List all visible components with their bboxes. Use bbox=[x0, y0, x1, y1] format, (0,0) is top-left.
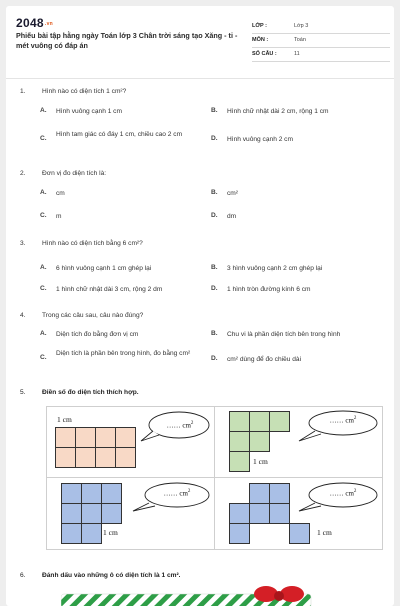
grid-cell bbox=[101, 503, 122, 524]
candy-ribbon-decoration bbox=[61, 586, 321, 606]
grid-cell bbox=[229, 431, 250, 452]
answer-bubble bbox=[127, 481, 211, 521]
table-divider-vertical bbox=[214, 407, 215, 549]
grid-cell bbox=[289, 523, 310, 544]
question-text: Đánh dấu vào những ô có diện tích là 1 cm². bbox=[42, 572, 181, 579]
answer-blank[interactable]: …… $cm^2$ bbox=[163, 489, 191, 498]
grid-cell bbox=[81, 503, 102, 524]
grid-cell bbox=[95, 427, 116, 448]
grid-cell bbox=[61, 483, 82, 504]
peach-grid bbox=[55, 427, 135, 467]
grid-cell bbox=[55, 447, 76, 468]
document-title: Phiếu bài tập hằng ngày Toán lớp 3 Chân trời sáng tạo Xăng - ti - mét vuông có đáp án bbox=[16, 31, 238, 50]
grid-cell bbox=[269, 503, 290, 524]
meta-row-grade: LỚP : Lớp 3 bbox=[252, 20, 390, 34]
meta-panel bbox=[252, 20, 390, 62]
header-divider bbox=[6, 78, 394, 79]
grid-cell bbox=[229, 503, 250, 524]
grid-cell bbox=[75, 447, 96, 468]
answer-blank[interactable]: …… $cm^2$ bbox=[166, 421, 194, 430]
unit-label: 1 cm bbox=[253, 457, 268, 466]
grid-cell bbox=[229, 451, 250, 472]
grid-cell bbox=[95, 447, 116, 468]
grid-cell bbox=[249, 503, 270, 524]
grid-cell bbox=[249, 483, 270, 504]
unit-label: 1 cm bbox=[103, 528, 118, 537]
grid-cell bbox=[249, 431, 270, 452]
grid-cell bbox=[75, 427, 96, 448]
grid-cell bbox=[101, 483, 122, 504]
question-text: Điền số đo diện tích thích hợp. bbox=[42, 389, 139, 396]
question-text: Hình nào có diện tích 1 cm²? bbox=[42, 88, 127, 95]
area-figures-table bbox=[46, 406, 383, 550]
answer-bubble bbox=[291, 481, 381, 521]
grid-cell bbox=[115, 447, 136, 468]
table-divider-horizontal bbox=[47, 477, 382, 478]
unit-label: 1 cm bbox=[57, 415, 72, 424]
site-logo[interactable]: 2048.vn bbox=[16, 16, 54, 30]
question-text: Trong các câu sau, câu nào đúng? bbox=[42, 312, 144, 319]
grid-cell bbox=[61, 523, 82, 544]
grid-cell bbox=[55, 427, 76, 448]
question-text: Hình nào có diện tích bằng 6 cm²? bbox=[42, 240, 143, 247]
unit-label: 1 cm bbox=[317, 528, 332, 537]
grid-cell bbox=[115, 427, 136, 448]
meta-row-count: SỐ CÂU : 11 bbox=[252, 48, 390, 62]
grid-cell bbox=[81, 523, 102, 544]
answer-bubble bbox=[291, 409, 381, 449]
grid-cell bbox=[229, 523, 250, 544]
answer-blank[interactable]: …… $cm^2$ bbox=[329, 489, 357, 498]
grid-cell bbox=[269, 411, 290, 432]
answer-blank[interactable]: …… $cm^2$ bbox=[329, 416, 357, 425]
grid-cell bbox=[229, 411, 250, 432]
worksheet-page: 2048.vn Phiếu bài tập hằng ngày Toán lớp 3 Chân trời sáng tạo Xăng - ti - mét vuông có đáp án LỚP : Lớp 3 MÔN : Toán SỐ CÂU : 11 1. Hình nào có diện tích 1 cm²? A. Hình vuông cạnh 1 cm B. Hình chữ nhật dài 2 cm, rộng 1 cm C. Hình tam giác có đáy 1 cm, chiều cao 2 cm D. Hình vuông cạnh 2 cm 2. Đơn vị đo diện tích là: A. cm B. cm² C. m D. dm 3. Hình nào có diện tích bằng 6 cm²? A. 6 hình vuông cạnh 1 cm ghép lại B. 3 hình vuông cạnh 2 cm ghép lại C. 1 hình chữ nhật dài 3 cm, rộng 2 dm D. 1 hình tròn đường kính 6 cm 4. Trong các câu sau, câu nào đúng? A. Diện tích đo bằng đơn vị cm B. Chu vi là phần diện tích bên trong hình C. Diện tích là phần bên trong hình, đo bằng cm² D. cm² dùng để đo chiều dài 5. Điền số đo diện tích thích hợp. 1 cm …… $cm^2$ 1 cm …… $cm^2$ 1 cm …… $cm^2$ 1 cm …… $cm^2$ 6. Đánh dấu vào những ô có diện tích là 1 cm². bbox=[6, 6, 394, 606]
grid-cell bbox=[81, 483, 102, 504]
grid-cell bbox=[249, 411, 270, 432]
grid-cell bbox=[269, 483, 290, 504]
header bbox=[16, 16, 386, 72]
meta-row-subject: MÔN : Toán bbox=[252, 34, 390, 48]
grid-cell bbox=[61, 503, 82, 524]
question-text: Đơn vị đo diện tích là: bbox=[42, 170, 107, 177]
